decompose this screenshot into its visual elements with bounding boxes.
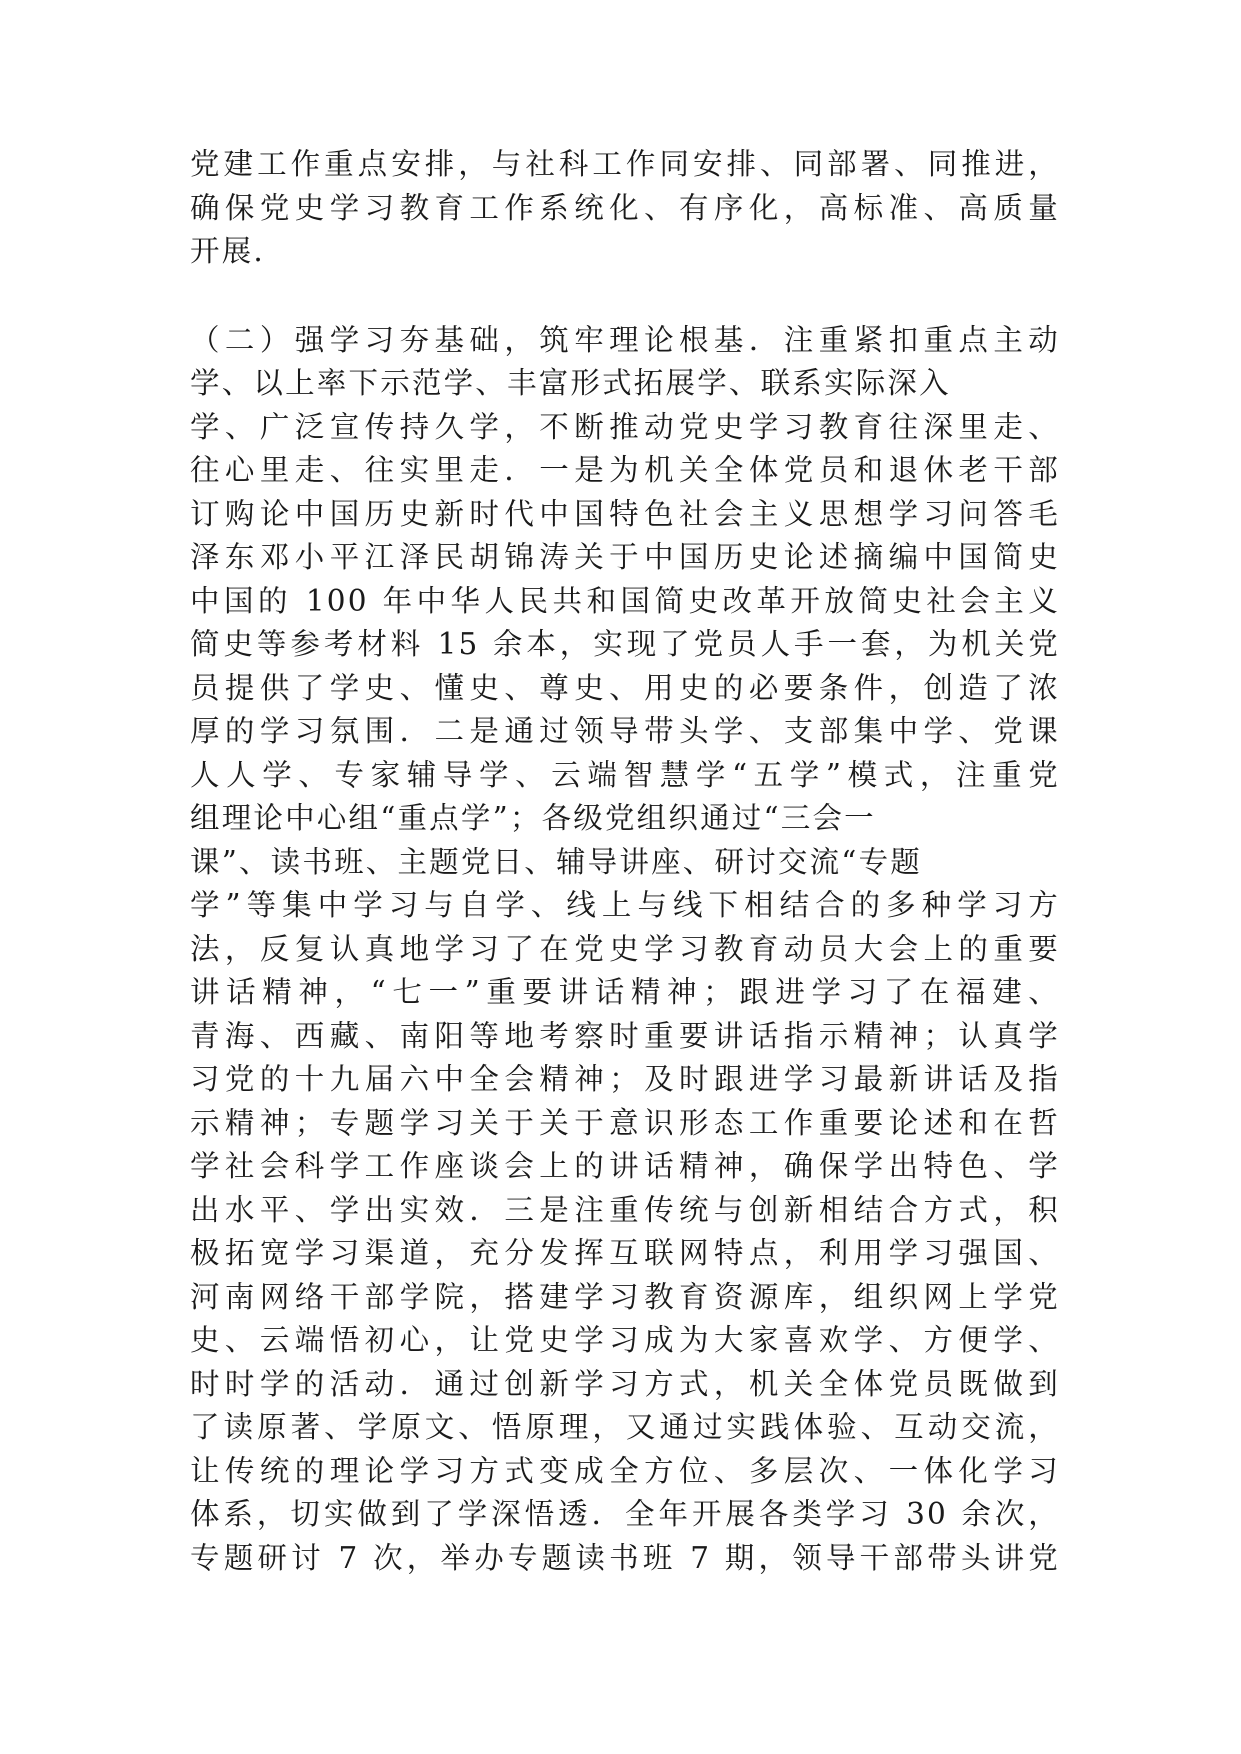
text-line: 河南网络干部学院，搭建学习教育资源库，组织网上学党 [190,1279,1060,1314]
text-line: 员提供了学史、懂史、尊史、用史的必要条件，创造了浓 [190,670,1060,705]
text-line: 让传统的理论学习方式变成全方位、多层次、一体化学习 [190,1453,1060,1488]
text-line: （二）强学习夯基础，筑牢理论根基．注重紧扣重点主动 [190,322,1060,357]
paragraph-2 [190,319,1060,1581]
text-line: 讲话精神，“七一”重要讲话精神；跟进学习了在福建、 [190,975,1060,1009]
text-line: 青海、西藏、南阳等地考察时重要讲话指示精神；认真学 [190,1018,1060,1053]
text-line: 示精神；专题学习关于关于意识形态工作重要论述和在哲 [190,1105,1060,1140]
text-line: 时时学的活动．通过创新学习方式，机关全体党员既做到 [190,1366,1060,1401]
paragraph-1 [190,143,1060,274]
text-line: 党建工作重点安排，与社科工作同安排、同部署、同推进， [190,147,1060,181]
text-line: 泽东邓小平江泽民胡锦涛关于中国历史论述摘编中国简史 [190,540,1060,574]
text-line: 简史等参考材料 15 余本，实现了党员人手一套，为机关党 [190,627,1060,661]
text-line: 学、广泛宣传持久学，不断推动党史学习教育往深里走、 [190,409,1060,444]
text-line: 史、云端悟初心，让党史学习成为大家喜欢学、方便学、 [190,1323,1060,1357]
text-line: 体系，切实做到了学深悟透．全年开展各类学习 30 余次， [190,1497,1060,1531]
text-line: 极拓宽学习渠道，充分发挥互联网特点，利用学习强国、 [190,1236,1060,1270]
text-line: 课”、读书班、主题党日、辅导讲座、研讨交流“专题 [190,844,922,879]
text-line: 法，反复认真地学习了在党史学习教育动员大会上的重要 [190,931,1060,966]
paragraph-spacer [190,274,1060,319]
text-line: 中国的 100 年中华人民共和国简史改革开放简史社会主义 [190,583,1060,618]
text-line: 学社会科学工作座谈会上的讲话精神，确保学出特色、学 [190,1149,1060,1183]
text-line: 确保党史学习教育工作系统化、有序化，高标准、高质量 [190,190,1060,225]
text-line: 出水平、学出实效．三是注重传统与创新相结合方式，积 [190,1192,1060,1227]
text-line: 人人学、专家辅导学、云端智慧学“五学”模式，注重党 [190,757,1060,792]
text-line: 开展. [190,234,265,268]
text-line: 组理论中心组“重点学”；各级党组织通过“三会一 [190,801,876,835]
text-line: 了读原著、学原文、悟原理，又通过实践体验、互动交流， [190,1410,1060,1444]
text-line: 订购论中国历史新时代中国特色社会主义思想学习问答毛 [190,496,1060,531]
body-text [190,143,1060,1580]
text-line: 学”等集中学习与自学、线上与线下相结合的多种学习方 [190,888,1060,922]
text-line: 专题研讨 7 次，举办专题读书班 7 期，领导干部带头讲党 [190,1540,1060,1575]
text-line: 厚的学习氛围．二是通过领导带头学、支部集中学、党课 [190,714,1060,748]
text-line: 往心里走、往实里走．一是为机关全体党员和退休老干部 [190,453,1060,487]
text-line: 学、以上率下示范学、丰富形式拓展学、联系实际深入 [190,366,951,400]
text-line: 习党的十九届六中全会精神；及时跟进学习最新讲话及指 [190,1062,1060,1096]
